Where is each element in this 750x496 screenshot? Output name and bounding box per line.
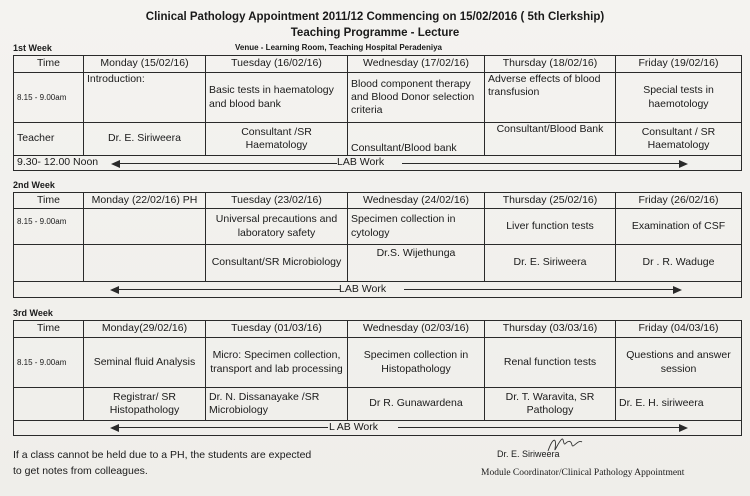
arrow-line xyxy=(398,427,680,428)
arrow-line xyxy=(404,289,674,290)
week3-teacher-row xyxy=(14,388,742,421)
week1-topic-fri: Special tests in haemotology xyxy=(616,73,742,123)
week1-lab-cell xyxy=(14,156,742,171)
coordinator-name: Dr. E. Siriweera xyxy=(497,449,560,459)
week2-teacher-thu: Dr. E. Siriweera xyxy=(485,245,616,282)
page-title: Clinical Pathology Appointment 2011/12 Commencing on 15/02/2016 ( 5th Clerkship) xyxy=(145,11,605,23)
week3-topic-tue: Micro: Specimen collection, transport and lab processing xyxy=(206,338,348,388)
week2-teacher-tue: Consultant/SR Microbiology xyxy=(206,245,348,282)
arrow-left-icon xyxy=(111,160,120,168)
week2-header-thu: Thursday (25/02/16) xyxy=(485,193,616,209)
week1-teacher-row xyxy=(14,123,742,156)
week1-teacher-fri: Consultant / SR Haematology xyxy=(616,123,742,156)
week1-teacher-tue: Consultant /SR Haematology xyxy=(206,123,348,156)
week1-teacher-wed: Consultant/Blood bank xyxy=(348,123,485,156)
week1-teacher-mon: Dr. E. Siriweera xyxy=(84,123,206,156)
week2-topic-fri: Examination of CSF xyxy=(616,209,742,245)
week1-header-wed: Wednesday (17/02/16) xyxy=(348,56,485,73)
week3-teacher-mon: Registrar/ SR Histopathology xyxy=(84,388,206,421)
week2-header-wed: Wednesday (24/02/16) xyxy=(348,193,485,209)
week1-teacher-label: Teacher xyxy=(14,123,84,156)
week1-lab-time: 9.30- 12.00 Noon xyxy=(17,156,99,168)
week1-header-mon: Monday (15/02/16) xyxy=(84,56,206,73)
week3-teacher-label xyxy=(14,388,84,421)
week1-topic-row xyxy=(14,73,742,123)
week3-teacher-tue: Dr. N. Dissanayake /SR Microbiology xyxy=(206,388,348,421)
week1-topic-wed: Blood component therapy and Blood Donor selection criteria xyxy=(348,73,485,123)
week3-label: 3rd Week xyxy=(13,308,53,318)
week3-header-mon: Monday(29/02/16) xyxy=(84,321,206,338)
arrow-left-icon xyxy=(110,286,119,294)
week1-header-row xyxy=(14,56,742,73)
week1-topic-mon: Introduction: xyxy=(84,73,206,123)
week2-teacher-mon xyxy=(84,245,206,282)
week2-teacher-label xyxy=(14,245,84,282)
arrow-right-icon xyxy=(679,160,688,168)
week2-topic-mon xyxy=(84,209,206,245)
week2-label: 2nd Week xyxy=(13,180,55,190)
week2-header-time: Time xyxy=(14,193,84,209)
week1-label: 1st Week xyxy=(13,43,52,53)
week3-lab-row xyxy=(14,421,742,436)
arrow-line xyxy=(116,289,340,290)
week2-header-fri: Friday (26/02/16) xyxy=(616,193,742,209)
week1-header-fri: Friday (19/02/16) xyxy=(616,56,742,73)
week3-topic-wed: Specimen collection in Histopathology xyxy=(348,338,485,388)
page-subtitle: Teaching Programme - Lecture xyxy=(290,27,460,39)
venue-line: Venue - Learning Room, Teaching Hospital Peradeniya xyxy=(235,43,443,52)
week1-topic-tue: Basic tests in haematology and blood bank xyxy=(206,73,348,123)
week2-topic-thu: Liver function tests xyxy=(485,209,616,245)
week2-topic-wed: Specimen collection in cytology xyxy=(348,209,485,245)
arrow-line xyxy=(402,163,680,164)
week1-time: 8.15 - 9.00am xyxy=(14,73,84,123)
week2-teacher-fri: Dr . R. Waduge xyxy=(616,245,742,282)
arrow-right-icon xyxy=(679,424,688,432)
week3-topic-thu: Renal function tests xyxy=(485,338,616,388)
footer-note xyxy=(13,447,311,480)
week3-teacher-fri: Dr. E. H. siriweera xyxy=(616,388,742,421)
week3-header-fri: Friday (04/03/16) xyxy=(616,321,742,338)
week2-time: 8.15 - 9.00am xyxy=(14,209,84,245)
week2-topic-tue: Universal precautions and laboratory safety xyxy=(206,209,348,245)
week1-lab-row xyxy=(14,156,742,171)
week2-header-tue: Tuesday (23/02/16) xyxy=(206,193,348,209)
week1-lab-label: LAB Work xyxy=(337,156,385,168)
week3-topic-row xyxy=(14,338,742,388)
week2-lab-label: LAB Work xyxy=(339,283,387,295)
footer-note-line1: If a class cannot be held due to a PH, the students are expected xyxy=(13,449,312,461)
week3-lab-label: L AB Work xyxy=(329,421,379,433)
week1-header-time: Time xyxy=(14,56,84,73)
footer-note-line2: to get notes from colleagues. xyxy=(13,465,148,478)
week2-teacher-wed: Dr.S. Wijethunga xyxy=(348,245,485,282)
week3-header-wed: Wednesday (02/03/16) xyxy=(348,321,485,338)
week1-header-tue: Tuesday (16/02/16) xyxy=(206,56,348,73)
week3-table xyxy=(13,320,742,436)
week1-table xyxy=(13,55,742,171)
week3-teacher-thu: Dr. T. Waravita, SR Pathology xyxy=(485,388,616,421)
week1-topic-thu: Adverse effects of blood transfusion xyxy=(485,73,616,123)
week2-table xyxy=(13,192,742,298)
arrow-line xyxy=(117,163,337,164)
week2-header-row xyxy=(14,193,742,209)
week2-lab-cell xyxy=(14,282,742,298)
week3-header-row xyxy=(14,321,742,338)
week3-header-tue: Tuesday (01/03/16) xyxy=(206,321,348,338)
week2-lab-row xyxy=(14,282,742,298)
week3-topic-mon: Seminal fluid Analysis xyxy=(84,338,206,388)
arrow-line xyxy=(116,427,328,428)
week2-topic-row xyxy=(14,209,742,245)
arrow-left-icon xyxy=(110,424,119,432)
week3-lab-cell xyxy=(14,421,742,436)
week3-time: 8.15 - 9.00am xyxy=(14,338,84,388)
week2-teacher-row xyxy=(14,245,742,282)
week3-header-thu: Thursday (03/03/16) xyxy=(485,321,616,338)
week1-header-thu: Thursday (18/02/16) xyxy=(485,56,616,73)
week3-teacher-wed: Dr R. Gunawardena xyxy=(348,388,485,421)
week3-topic-fri: Questions and answer session xyxy=(616,338,742,388)
arrow-right-icon xyxy=(673,286,682,294)
week3-header-time: Time xyxy=(14,321,84,338)
coordinator-role: Module Coordinator/Clinical Pathology Appointment xyxy=(481,468,685,478)
week2-header-mon: Monday (22/02/16) PH xyxy=(84,193,206,209)
week1-teacher-thu: Consultant/Blood Bank xyxy=(485,123,616,156)
